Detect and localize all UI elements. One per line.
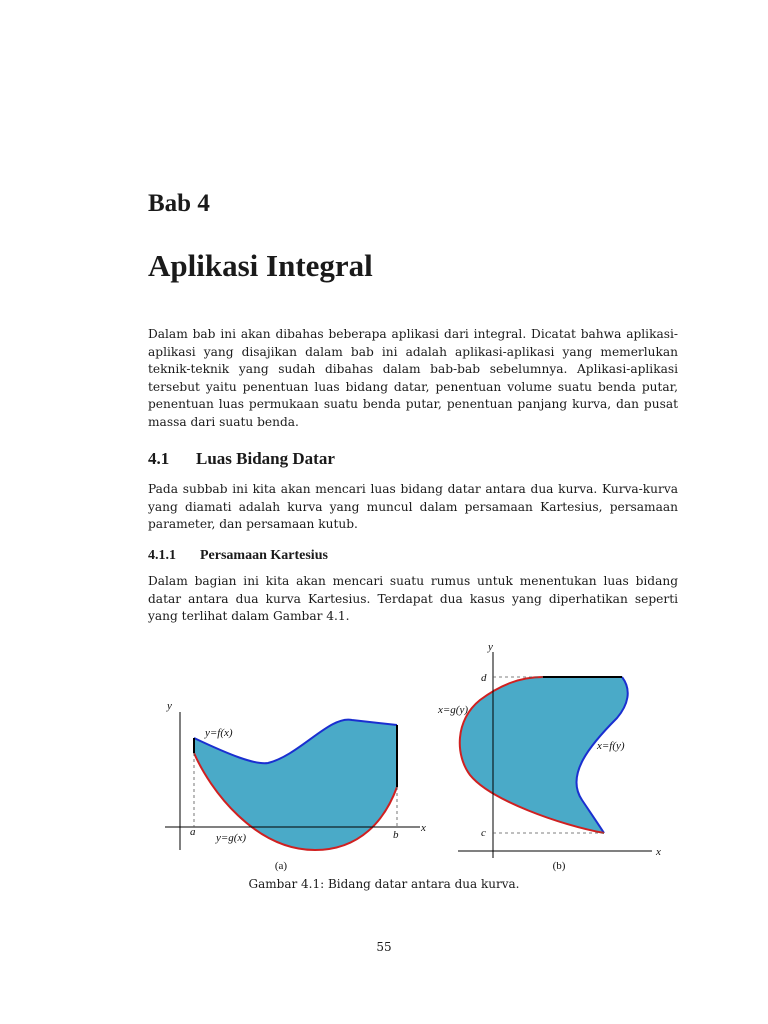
- axis-y-label-a: y: [167, 700, 172, 712]
- label-f-b: x=f(y): [597, 740, 625, 752]
- page-number: 55: [376, 940, 392, 954]
- label-g-a: y=g(x): [216, 832, 247, 844]
- label-a: a: [190, 826, 196, 838]
- region-b-fill: [460, 677, 628, 833]
- section-paragraph: Pada subbab ini kita akan mencari luas bidang datar antara dua kurva. Kurva-kurva yang diamati adalah kurva yang muncul dalam persamaan Kartesius, persamaan parameter, dan persamaan kutub.: [148, 482, 678, 532]
- subsection-number: 4.1.1: [148, 548, 176, 563]
- figure-panel-a: [165, 700, 426, 872]
- sublabel-a: (a): [274, 860, 288, 872]
- label-d: d: [481, 672, 487, 684]
- section-title: Luas Bidang Datar: [196, 449, 335, 468]
- subsection-title: Persamaan Kartesius: [200, 548, 328, 563]
- figure-panel-b: [437, 641, 661, 872]
- region-a-fill: [194, 720, 397, 850]
- axis-x-label-a: x: [421, 822, 426, 834]
- chapter-label: Bab 4: [148, 190, 210, 217]
- section-number: 4.1: [148, 449, 170, 468]
- axis-y-label-b: y: [488, 641, 493, 653]
- label-f-a: y=f(x): [205, 727, 233, 739]
- intro-paragraph: Dalam bab ini akan dibahas beberapa aplikasi dari integral. Dicatat bahwa aplikasi-aplikasi yang disajikan dalam bab ini adalah aplikasi-aplikasi yang memerlukan teknik-teknik yang sudah dibahas dalam bab-bab sebelumnya. Aplikasi-aplikasi tersebut yaitu penentuan luas bidang datar, penentuan volume suatu benda putar, penentuan luas permukaan suatu benda putar, penentuan panjang kurva, dan pusat massa dari suatu benda.: [148, 327, 678, 429]
- subsection-paragraph: Dalam bagian ini kita akan mencari suatu rumus untuk menentukan luas bidang datar antara dua kurva Kartesius. Terdapat dua kasus yang diperhatikan seperti yang terlihat dalam Gambar 4.1.: [148, 574, 678, 624]
- label-c: c: [481, 827, 486, 839]
- label-b: b: [393, 829, 399, 841]
- axis-x-label-b: x: [656, 846, 661, 858]
- sublabel-b: (b): [552, 860, 566, 872]
- label-g-b: x=g(y): [438, 704, 469, 716]
- chapter-title: Aplikasi Integral: [148, 248, 373, 283]
- figure-caption: Gambar 4.1: Bidang datar antara dua kurva.: [248, 877, 520, 891]
